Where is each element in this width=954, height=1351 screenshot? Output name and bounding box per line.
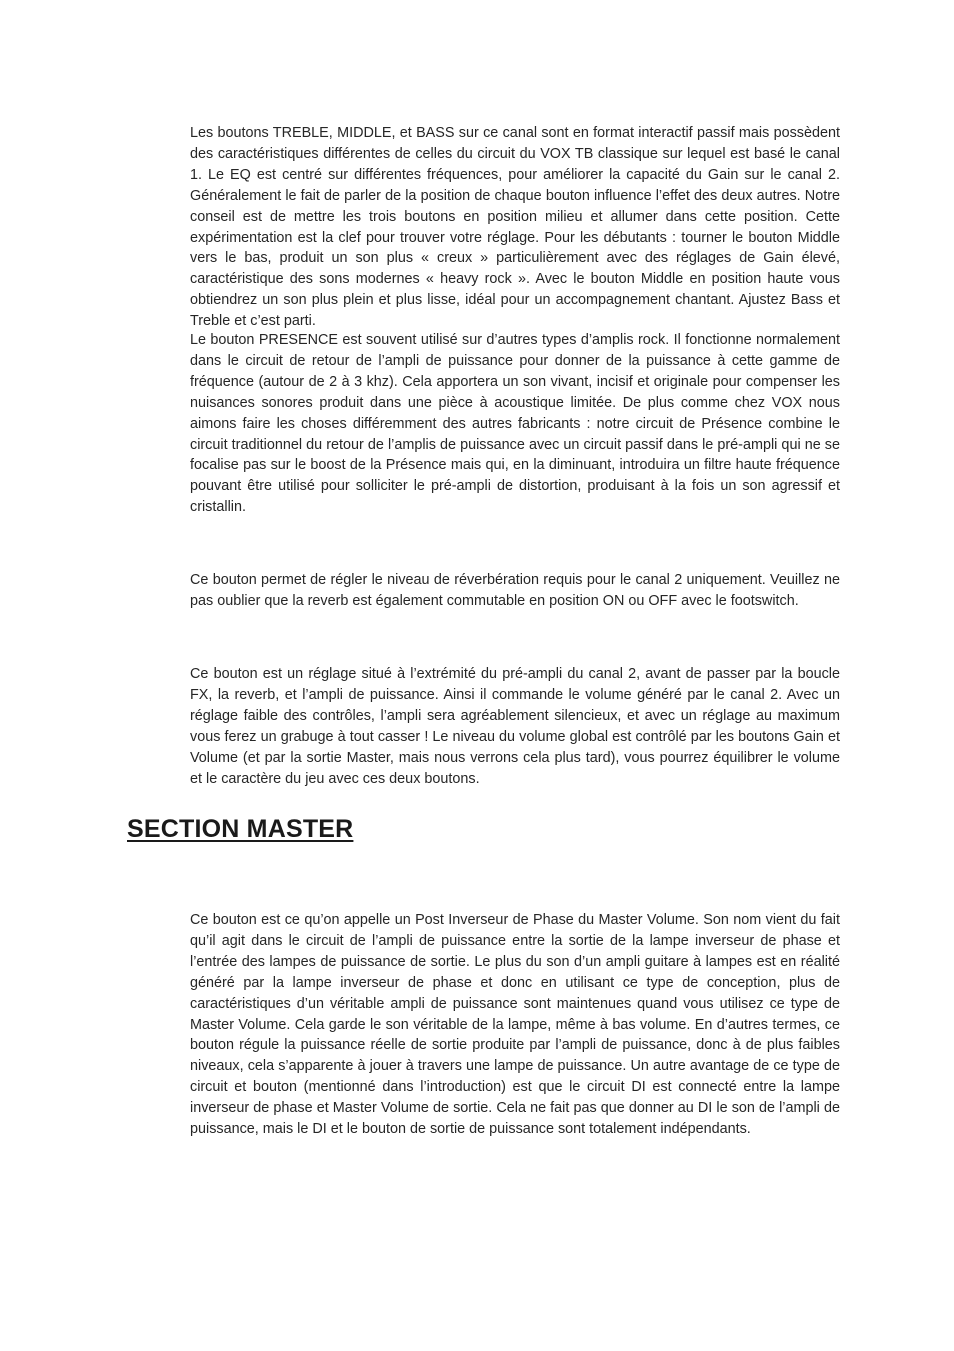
section-master-heading: SECTION MASTER xyxy=(127,815,354,843)
eq-paragraph: Les boutons TREBLE, MIDDLE, et BASS sur ce canal sont en format interactif passif mais possèdent des caractéristiques différentes de celles du circuit du VOX TB classique sur lequel est basé le canal 1. Le EQ est centré sur différentes fréquences, pour améliorer la capacité du Gain sur le canal 2. Généralement le fait de parler de la position de chaque bouton influence l’effet des deux autres. Notre conseil est de mettre les trois boutons en position milieu et allumer dans cette position. Cette expérimentation est la clef pour trouver votre réglage. Pour les débutants : tourner le bouton Middle vers le bas, produit un son plus « creux » particulièrement avec des réglages de Gain élevé, caractéristique des sons modernes « heavy rock ». Avec le bouton Middle en position haute vous obtiendrez un son plus plein et plus lisse, idéal pour un accompagnement chantant. Ajustez Bass et Treble et c’est parti. xyxy=(190,125,840,330)
master-volume-paragraph: Ce bouton est ce qu’on appelle un Post Inverseur de Phase du Master Volume. Son nom vient du fait qu’il agit dans le circuit de l’ampli de puissance entre la sortie de la lampe inverseur de phase et l’entrée des lampes de puissance de sortie. Le plus du son d’un ampli guitare à lampes est en réalité généré par la lampe inverseur de phase et donc en utilisant ce type de conception, plus de caractéristiques d’un véritable ampli de puissance sont maintenues quand vous utilisez ce type de Master Volume. Cela garde le son véritable de la lampe, même à bas volume. En d’autres termes, ce bouton régule la puissance réelle de sortie produite par l’ampli de puissance, donc à de plus faibles niveaux, cela s’apparente à jouer à travers une lampe de puissance. Un autre avantage de ce type de circuit et bouton (mentionné dans l’introduction) est que le circuit DI est connecté entre la lampe inverseur de phase et Master Volume de sortie. Cela ne fait pas que donner au DI le son de l’ampli de puissance, mais le DI et le bouton de sortie de puissance sont totalement indépendants. xyxy=(190,912,840,1138)
reverb-paragraph: Ce bouton permet de régler le niveau de réverbération requis pour le canal 2 uniquement. Veuillez ne pas oublier que la reverb est également commutable en position ON ou OFF avec le footswitch. xyxy=(190,572,840,609)
volume-paragraph: Ce bouton est un réglage situé à l’extrémité du pré-ampli du canal 2, avant de passer par la boucle FX, la reverb, et l’ampli de puissance. Ainsi il commande le volume généré par le canal 2. Avec un réglage faible des contrôles, l’ampli sera agréablement silencieux, et avec un réglage au maximum vous ferez un grabuge à tout casser ! Le niveau du volume global est contrôlé par les boutons Gain et Volume (et par la sortie Master, mais nous verrons cela plus tard), vous pourrez équilibrer le volume et le caractère du jeu avec ces deux boutons. xyxy=(190,666,840,787)
presence-paragraph: Le bouton PRESENCE est souvent utilisé sur d’autres types d’amplis rock. Il fonctionne normalement dans le circuit de retour de l’ampli de puissance pour donner de la puissance à cette gamme de fréquence (autour de 2 à 3 khz). Cela apportera un son vivant, incisif et originale pour compenser les nuisances sonores produit dans une pièce à acoustique limitée. De plus comme chez VOX nous aimons faire les choses différemment des autres fabricants : notre circuit de Présence combine le circuit traditionnel du retour de l’amplis de puissance avec un circuit passif dans le pré-ampli qui ne se focalise pas sur le boost de la Présence mais qui, en la diminuant, introduira un filtre haute fréquence pouvant être utilisé pour solliciter le pré-ampli de distortion, produisant à la fois un son agressif et cristallin. xyxy=(190,332,840,516)
